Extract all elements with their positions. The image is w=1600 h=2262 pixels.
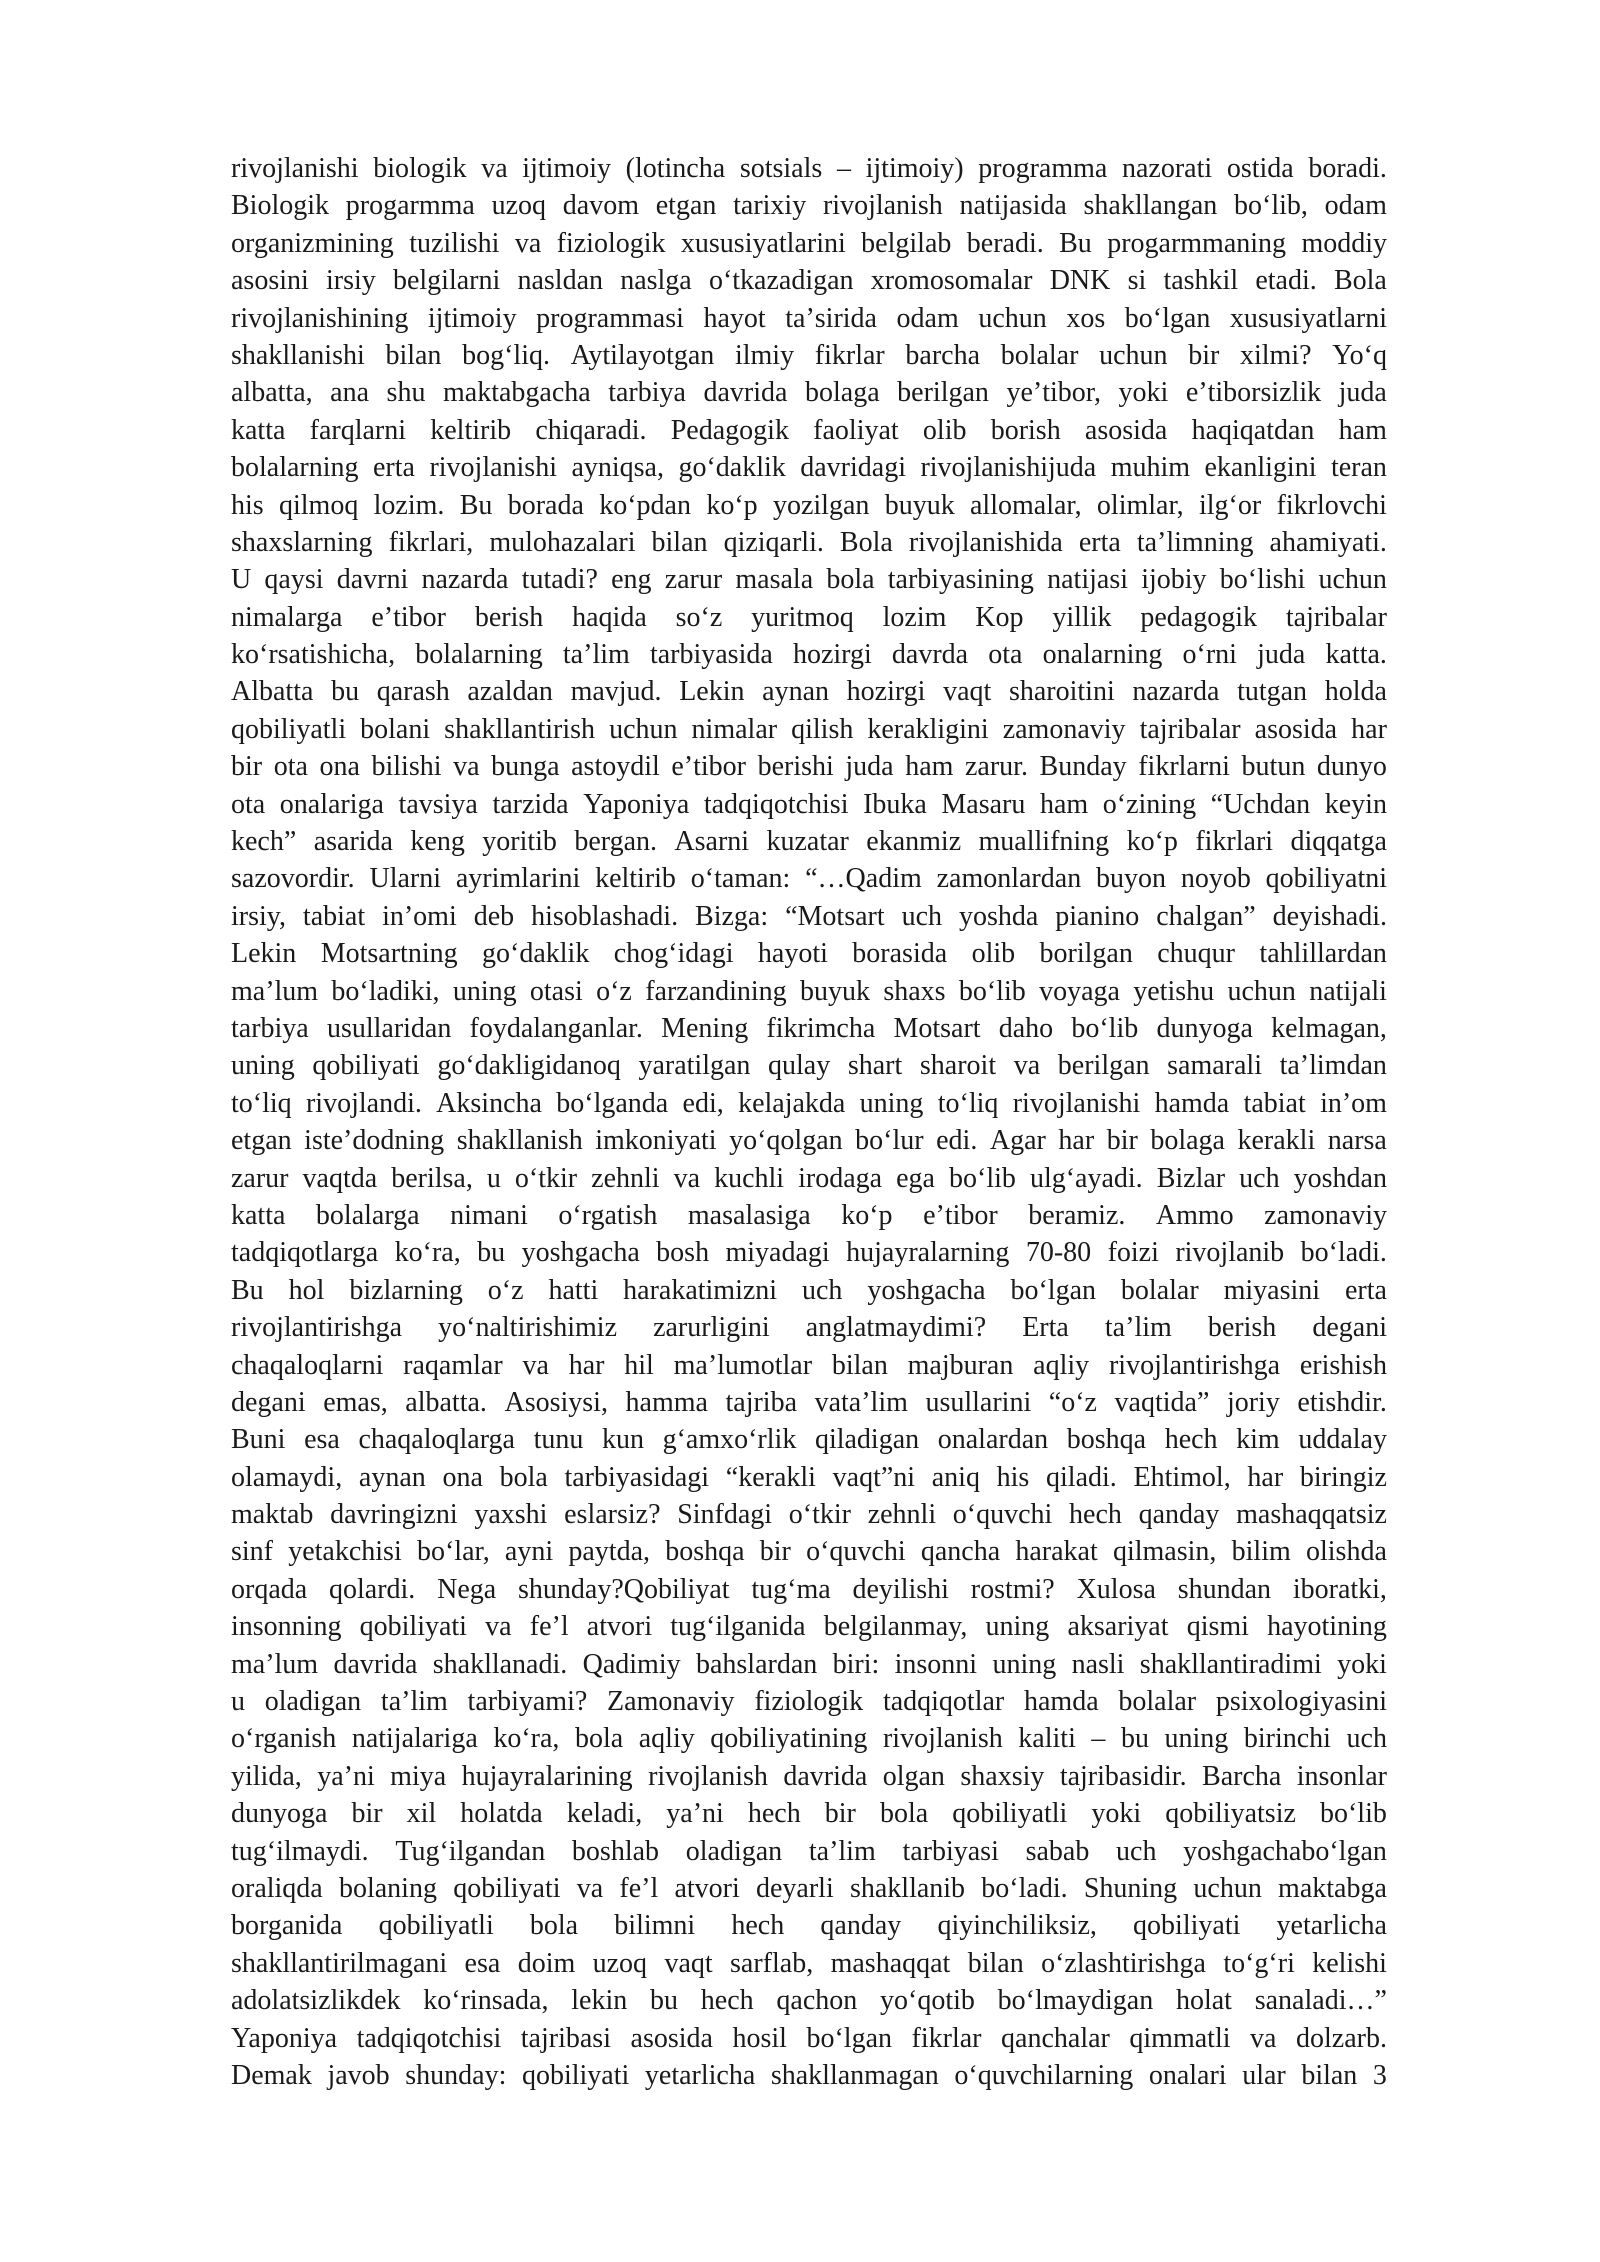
text-line: tarbiya usullaridan foydalanganlar. Mening fikrimcha Motsart daho boʻlib dunyoga kelmagan, <box>231 1012 1387 1044</box>
text-line: albatta, ana shu maktabgacha tarbiya davrida bolaga berilgan yeʼtibor, yoki eʼtiborsizlik juda <box>231 377 1387 409</box>
text-line: u oladigan taʼlim tarbiyami? Zamonaviy fiziologik tadqiqotlar hamda bolalar psixologiyasini <box>231 1686 1387 1718</box>
text-line: tadqiqotlarga koʻra, bu yoshgacha bosh miyadagi hujayralarning 70-80 foizi rivojlanib boʻladi. <box>231 1237 1387 1269</box>
text-line: katta farqlarni keltirib chiqaradi. Pedagogik faoliyat olib borish asosida haqiqatdan ham <box>231 414 1387 446</box>
text-line: koʻrsatishicha, bolalarning taʼlim tarbiyasida hozirgi davrda ota onalarning oʻrni juda katta. <box>231 639 1387 671</box>
text-line: oraliqda bolaning qobiliyati va feʼl atvori deyarli shakllanib boʻladi. Shuning uchun maktabga <box>231 1872 1387 1904</box>
text-line: sazovordir. Ularni ayrimlarini keltirib oʻtaman: “…Qadim zamonlardan buyon noyob qobiliyatni <box>231 863 1387 895</box>
text-line: oʻrganish natijalariga koʻra, bola aqliy qobiliyatining rivojlanish kaliti – bu uning birinchi uch <box>231 1723 1387 1755</box>
text-line: Lekin Motsartning goʻdaklik chogʻidagi hayoti borasida olib borilgan chuqur tahlillardan <box>231 938 1387 970</box>
text-line: U qaysi davrni nazarda tutadi? eng zarur masala bola tarbiyasining natijasi ijobiy boʻlishi uchun <box>231 564 1387 596</box>
text-line: bolalarning erta rivojlanishi ayniqsa, goʻdaklik davridagi rivojlanishijuda muhim ekanligini teran <box>231 452 1387 484</box>
text-line: borganida qobiliyatli bola bilimni hech qanday qiyinchiliksiz, qobiliyati yetarlicha <box>231 1910 1387 1942</box>
text-line: Yaponiya tadqiqotchisi tajribasi asosida hosil boʻlgan fikrlar qanchalar qimmatli va dolzarb. <box>231 2022 1387 2054</box>
text-line: his qilmoq lozim. Bu borada koʻpdan koʻp yozilgan buyuk allomalar, olimlar, ilgʻor fikrlovchi <box>231 489 1387 521</box>
text-line: insonning qobiliyati va feʼl atvori tugʻilganida belgilanmay, uning aksariyat qismi hayotining <box>231 1611 1387 1643</box>
text-line: yilida, yaʼni miya hujayralarining rivojlanish davrida olgan shaxsiy tajribasidir. Barcha insonlar <box>231 1760 1387 1792</box>
text-line: Bu hol bizlarning oʻz hatti harakatimizni uch yoshgacha boʻlgan bolalar miyasini erta <box>231 1274 1387 1306</box>
body-text <box>231 150 1387 2094</box>
text-line: asosini irsiy belgilarni nasldan naslga oʻtkazadigan xromosomalar DNK si tashkil etadi. Bola <box>231 265 1387 297</box>
text-line: kech” asarida keng yoritib bergan. Asarni kuzatar ekanmiz muallifning koʻp fikrlari diqqatga <box>231 826 1387 858</box>
text-line: organizmining tuzilishi va fiziologik xususiyatlarini belgilab beradi. Bu progarmmaning moddiy <box>231 227 1387 259</box>
text-line: dunyoga bir xil holatda keladi, yaʼni hech bir bola qobiliyatli yoki qobiliyatsiz boʻlib <box>231 1798 1387 1830</box>
text-line: qobiliyatli bolani shakllantirish uchun nimalar qilish kerakligini zamonaviy tajribalar asosida har <box>231 713 1387 745</box>
text-line: irsiy, tabiat inʼomi deb hisoblashadi. Bizga: “Motsart uch yoshda pianino chalgan” deyishadi. <box>231 900 1387 932</box>
text-line: toʻliq rivojlandi. Aksincha boʻlganda edi, kelajakda uning toʻliq rivojlanishi hamda tabiat inʼom <box>231 1087 1387 1119</box>
text-line: Demak javob shunday: qobiliyati yetarlicha shakllanmagan oʻquvchilarning onalari ular bilan 3 <box>231 2059 1387 2091</box>
text-line: nimalarga eʼtibor berish haqida soʻz yuritmoq lozim Kop yillik pedagogik tajribalar <box>231 601 1387 633</box>
text-line: degani emas, albatta. Asosiysi, hamma tajriba vataʼlim usullarini “oʻz vaqtida” joriy etishdir. <box>231 1386 1387 1418</box>
text-line: maʼlum davrida shakllanadi. Qadimiy bahslardan biri: insonni uning nasli shakllantiradimi yoki <box>231 1648 1387 1680</box>
text-line: tugʻilmaydi. Tugʻilgandan boshlab oladigan taʼlim tarbiyasi sabab uch yoshgachaboʻlgan <box>231 1835 1387 1867</box>
text-line: bir ota ona bilishi va bunga astoydil eʼtibor berishi juda ham zarur. Bunday fikrlarni butun dunyo <box>231 751 1387 783</box>
text-line: rivojlanishi biologik va ijtimoiy (lotincha sotsials – ijtimoiy) programma nazorati ostida boradi. <box>231 153 1387 184</box>
text-line: uning qobiliyati goʻdakligidanoq yaratilgan qulay shart sharoit va berilgan samarali taʼlimdan <box>231 1050 1387 1082</box>
text-line: olamaydi, aynan ona bola tarbiyasidagi “kerakli vaqt”ni aniq his qiladi. Ehtimol, har biringiz <box>231 1461 1387 1493</box>
text-line: shakllanishi bilan bogʻliq. Aytilayotgan ilmiy fikrlar barcha bolalar uchun bir xilmi? Yoʻq <box>231 339 1387 371</box>
text-line: rivojlanishining ijtimoiy programmasi hayot taʼsirida odam uchun xos boʻlgan xususiyatlarni <box>231 302 1387 334</box>
text-line: Biologik progarmma uzoq davom etgan tarixiy rivojlanish natijasida shakllangan boʻlib, odam <box>231 190 1387 222</box>
text-line: shaxslarning fikrlari, mulohazalari bilan qiziqarli. Bola rivojlanishida erta taʼlimning ahamiyati. <box>231 526 1387 558</box>
text-line: maʼlum boʻladiki, uning otasi oʻz farzandining buyuk shaxs boʻlib voyaga yetishu uchun natijali <box>231 975 1387 1007</box>
text-line: orqada qolardi. Nega shunday?Qobiliyat tugʻma deyilishi rostmi? Xulosa shundan iboratki, <box>231 1573 1387 1605</box>
text-line: katta bolalarga nimani oʻrgatish masalasiga koʻp eʼtibor beramiz. Ammo zamonaviy <box>231 1199 1387 1231</box>
text-line: Albatta bu qarash azaldan mavjud. Lekin aynan hozirgi vaqt sharoitini nazarda tutgan holda <box>231 676 1387 708</box>
text-line: chaqaloqlarni raqamlar va har hil maʼlumotlar bilan majburan aqliy rivojlantirishga erishish <box>231 1349 1387 1381</box>
text-line: rivojlantirishga yoʻnaltirishimiz zarurligini anglatmaydimi? Erta taʼlim berish degani <box>231 1312 1387 1344</box>
text-line: sinf yetakchisi boʻlar, ayni paytda, boshqa bir oʻquvchi qancha harakat qilmasin, bilim olishda <box>231 1536 1387 1568</box>
text-line: shakllantirilmagani esa doim uzoq vaqt sarflab, mashaqqat bilan oʻzlashtirishga toʻgʻri kelishi <box>231 1947 1387 1979</box>
text-line: etgan isteʼdodning shakllanish imkoniyati yoʻqolgan boʻlur edi. Agar har bir bolaga kerakli narsa <box>231 1125 1387 1157</box>
text-line: Buni esa chaqaloqlarga tunu kun gʻamxoʻrlik qiladigan onalardan boshqa hech kim uddalay <box>231 1424 1387 1456</box>
text-line: maktab davringizni yaxshi eslarsiz? Sinfdagi oʻtkir zehnli oʻquvchi hech qanday mashaqqatsiz <box>231 1499 1387 1531</box>
text-line: zarur vaqtda berilsa, u oʻtkir zehnli va kuchli irodaga ega boʻlib ulgʻayadi. Bizlar uch yoshdan <box>231 1162 1387 1194</box>
text-line: ota onalariga tavsiya tarzida Yaponiya tadqiqotchisi Ibuka Masaru ham oʻzining “Uchdan keyin <box>231 788 1387 820</box>
text-line: adolatsizlikdek koʻrinsada, lekin bu hech qachon yoʻqotib boʻlmaydigan holat sanaladi…” <box>231 1985 1387 2017</box>
